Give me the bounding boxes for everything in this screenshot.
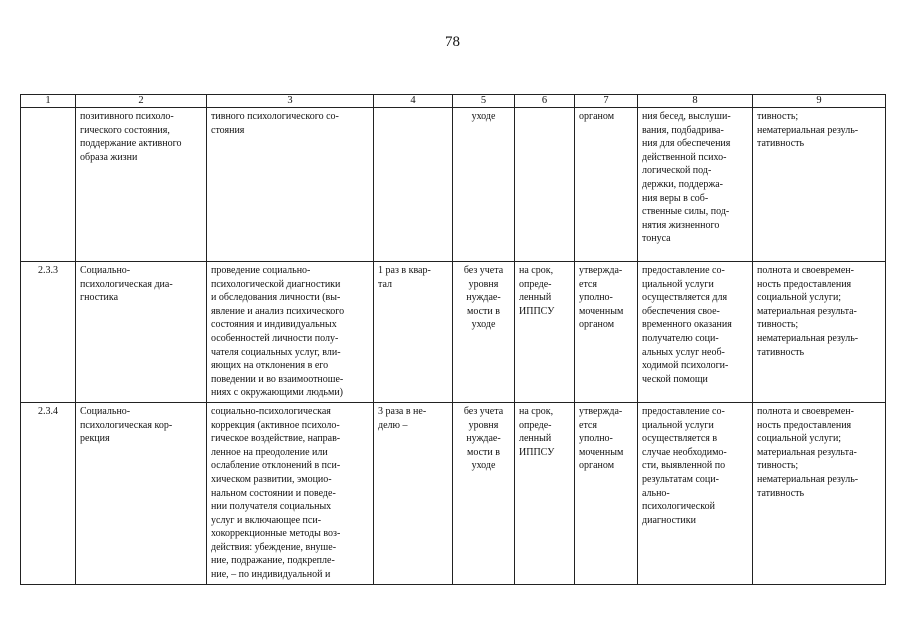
frequency: 3 раза в не- делю – [378,405,427,431]
column-number: 1 [21,95,76,108]
row-number-cell [21,262,76,403]
column-number: 7 [575,95,638,108]
service-name-cell [76,108,207,262]
service-name: Социально- психологическая диа- гностика [80,265,173,304]
service-description-cell [207,262,374,403]
frequency-cell [374,108,453,262]
frequency-cell [374,262,453,403]
frequency: 1 раз в квар- тал [378,265,431,290]
quality-indicators: полнота и своевремен- ность предоставления социальной услуги; материальная результа- тивность; нематериальная резуль- тативность [757,405,859,499]
term-cell [515,108,575,262]
term-cell [515,402,575,584]
term-cell [515,262,575,403]
conditions: ния бесед, выслуши- вания, подбадрива- ния для обеспечения действенной психо- логической под- держки, поддержа- ния веры в соб- ственные силы, под- нятия жизненного тонуса [642,111,731,245]
table-row [21,262,886,403]
row-number: 2.3.3 [38,265,58,276]
column-number: 2 [76,95,207,108]
service-description: социально-психологическая коррекция (активное психоло- гическое воздействие, направ- ленное на преодоление или ослабление отклонений в пси- хическом развитии, эмоцио- нальном состоянии и поведе- нии получателя социальных услуг и включающее пси- хокоррекционные методы воз- действия: убеждение, внуше- ние, подражание, подкрепле- ние, – по индивидуальной и [211,405,341,581]
row-number: 2.3.4 [38,405,58,417]
service-name-cell [76,402,207,584]
care-level: без учета уровня нуждае- мости в уходе [463,265,504,331]
column-number: 9 [753,95,886,108]
service-description-cell [207,402,374,584]
service-description-cell [207,108,374,262]
column-number: 5 [453,95,515,108]
conditions-cell [638,262,753,403]
term: на срок, опреде- ленный ИППСУ [519,265,555,317]
tariff-cell [575,262,638,403]
column-number: 6 [515,95,575,108]
service-name-cell [76,262,207,403]
term: на срок, опреде- ленный ИППСУ [519,405,555,458]
care-level-cell [453,262,515,403]
care-level-cell [453,402,515,584]
column-number-row [21,95,886,108]
quality-indicators: тивность; нематериальная резуль- тативность [757,111,859,150]
table-row [21,402,886,584]
table-row [21,108,886,262]
services-table [20,94,886,585]
frequency-cell [374,402,453,584]
service-description: проведение социально- психологической диагностики и обследования личности (вы- явление и анализ психического состояния и индивидуальных особенностей личности полу- чателя социальных услуг, вли- яющих на отклонения в его поведении и во взаимоотноше- ниях с окружающими людьми) [211,265,345,399]
conditions: предоставление со- циальной услуги осуществляется в случае необходимо- сти, выявленной по результатам соци- ально- психологической диагностики [642,405,727,526]
service-name: позитивного психоло- гического состояния, поддержание активного образа жизни [80,111,182,163]
quality-indicators: полнота и своевремен- ность предоставления социальной услуги; материальная результа- тивность; нематериальная резуль- тативность [757,265,859,358]
tariff: утвержда- ется уполно- моченным органом [579,405,624,472]
tariff: органом [579,111,615,122]
column-number: 4 [374,95,453,108]
service-description: тивного психологического со- стояния [211,111,339,136]
conditions-cell [638,402,753,584]
service-name: Социально- психологическая кор- рекция [80,405,173,445]
tariff-cell [575,108,638,262]
quality-indicators-cell [753,402,886,584]
tariff: утвержда- ется уполно- моченным органом [579,265,624,331]
care-level: без учета уровня нуждае- мости в уходе [463,405,504,472]
conditions: предоставление со- циальной услуги осуществляется для обеспечения свое- временного оказания получателю соци- альных услуг необ- ходимой психологи- ческой помощи [642,265,732,385]
quality-indicators-cell [753,108,886,262]
care-level-cell [453,108,515,262]
conditions-cell [638,108,753,262]
quality-indicators-cell [753,262,886,403]
column-number: 3 [207,95,374,108]
row-number-cell [21,402,76,584]
column-number: 8 [638,95,753,108]
page-number: 78 [445,34,460,50]
care-level: уходе [471,111,496,122]
row-number-cell [21,108,76,262]
tariff-cell [575,402,638,584]
